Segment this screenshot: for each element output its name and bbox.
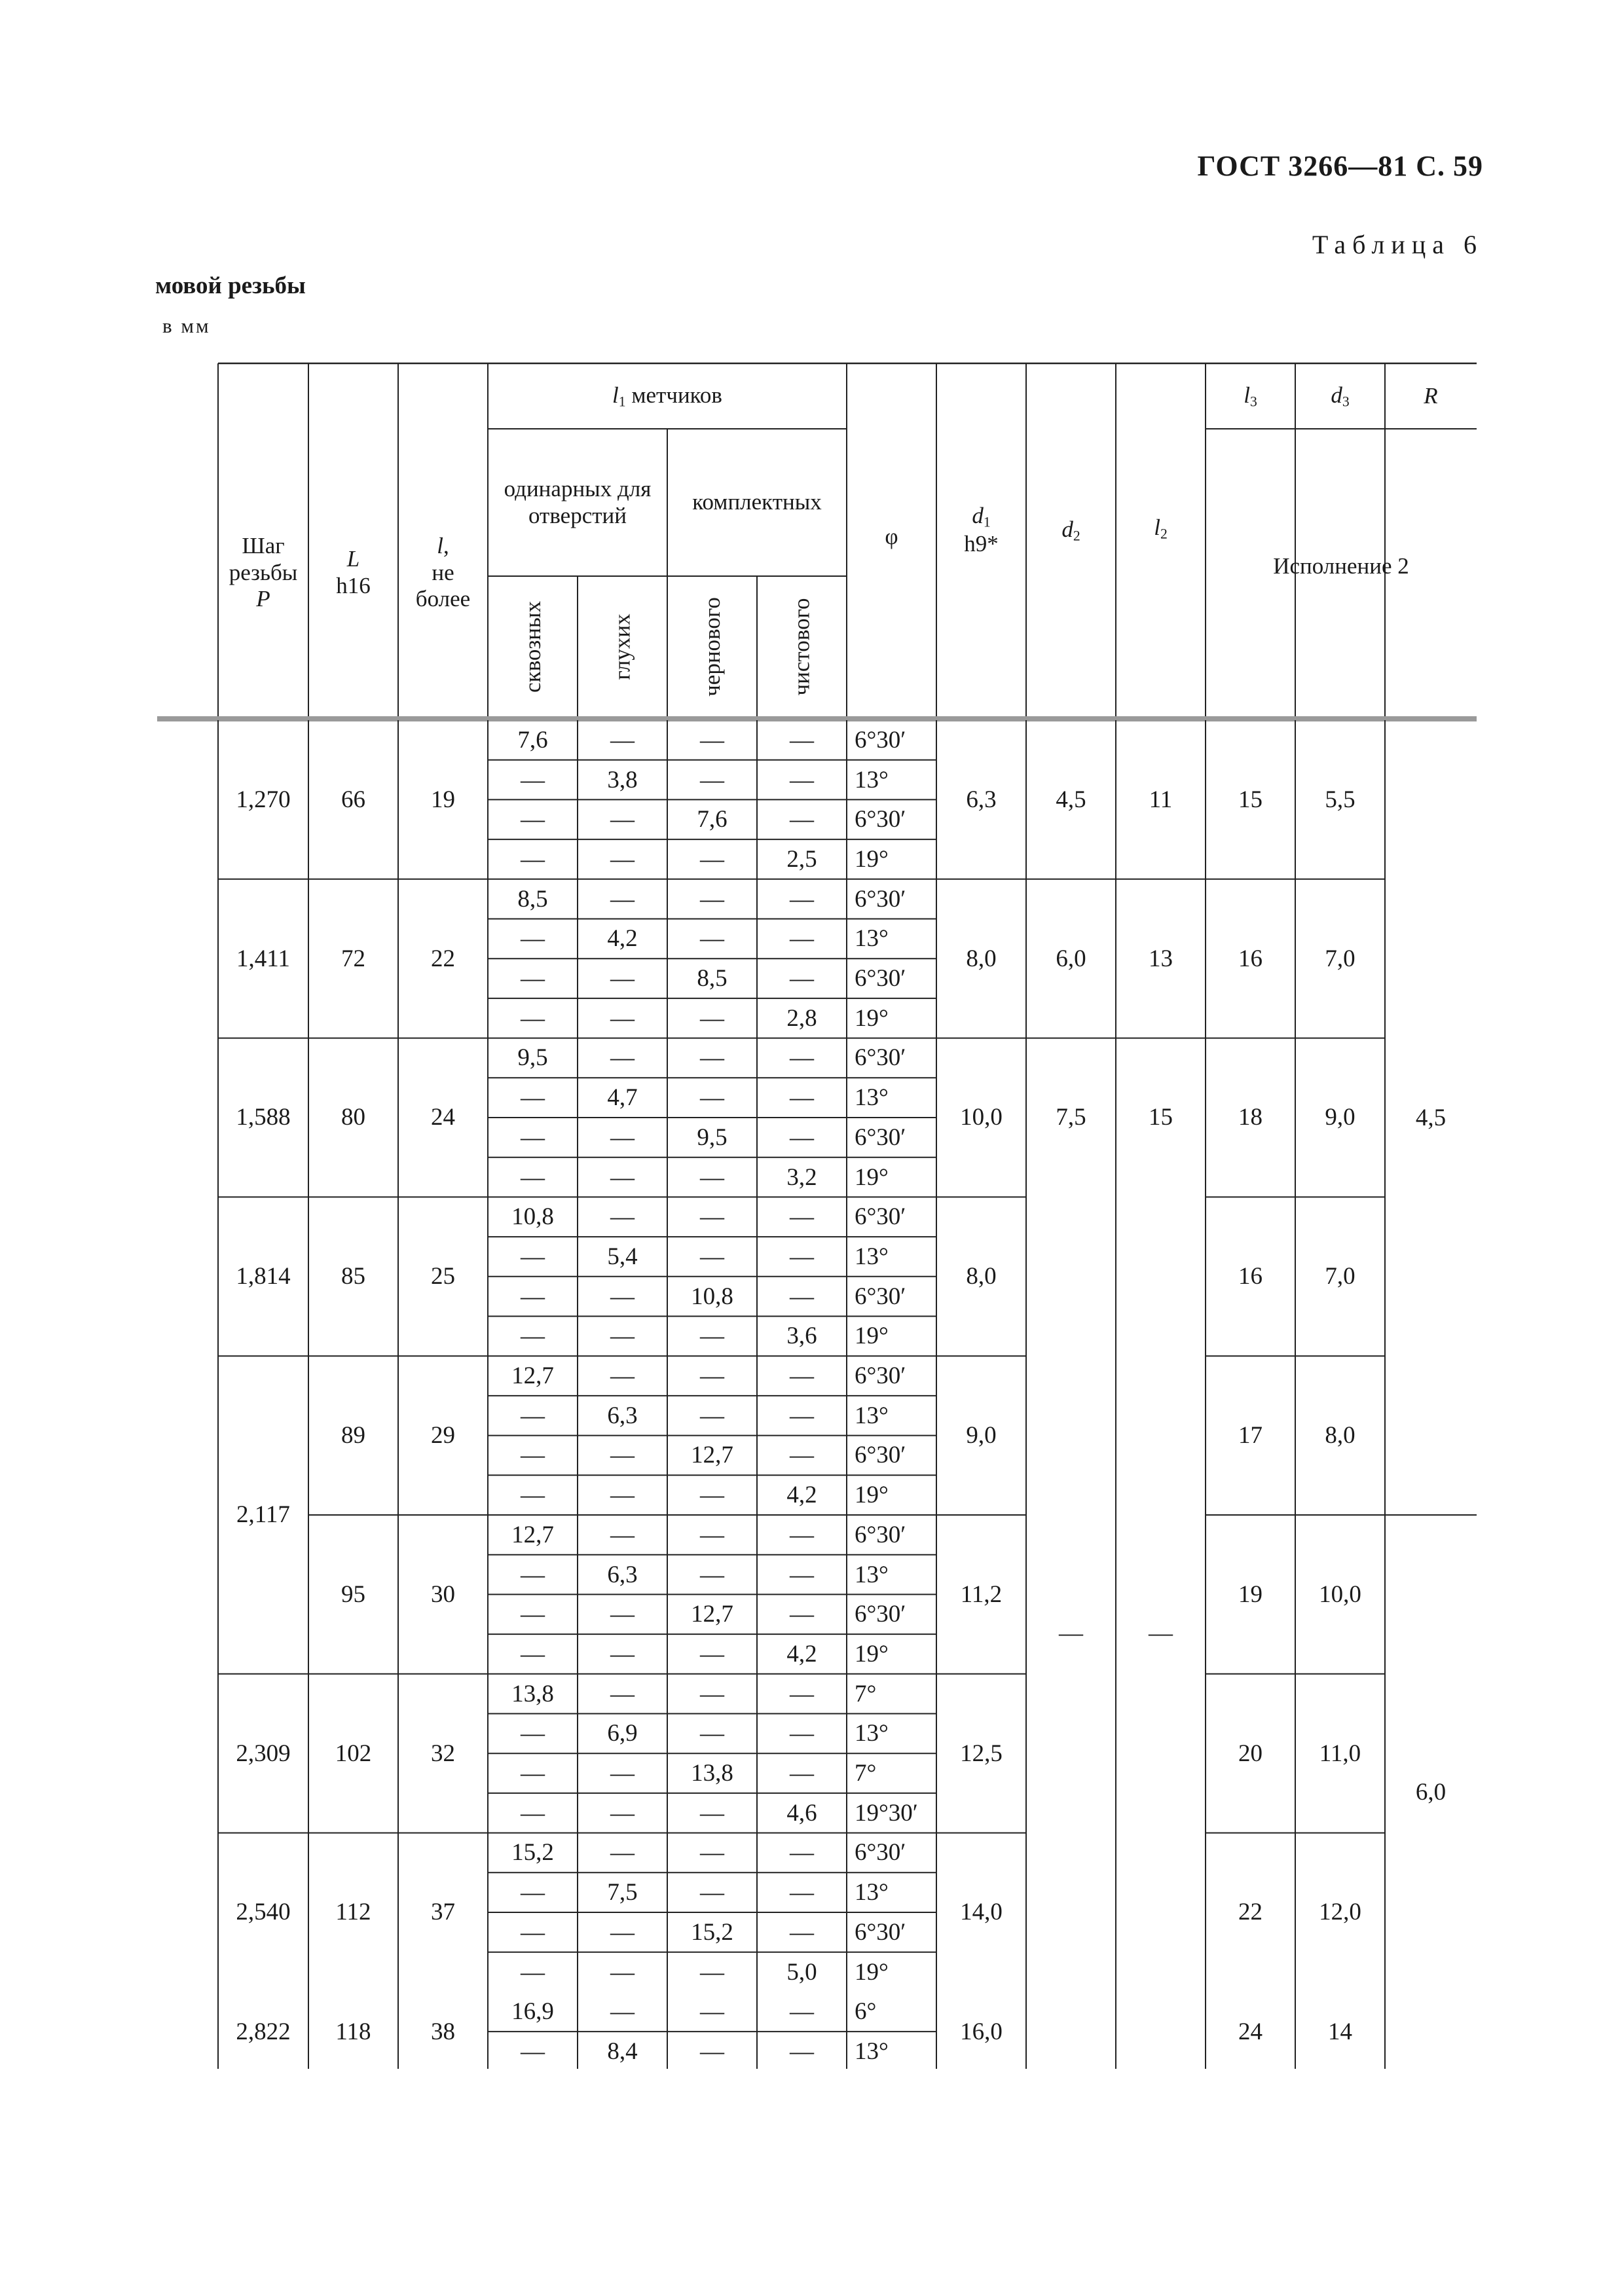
finish-value: —	[790, 1243, 814, 1270]
rough-value: —	[700, 1004, 724, 1032]
rough-value: —	[700, 925, 724, 953]
phi-value: 6°30′	[855, 1044, 906, 1072]
through-hole-value: —	[521, 1123, 545, 1151]
through-hole-value: 9,5	[517, 1044, 548, 1072]
finish-value: —	[790, 1203, 814, 1231]
finish-value: 5,0	[786, 1958, 817, 1986]
header-execution: Исполнение 2	[1273, 553, 1409, 579]
through-hole-value: —	[521, 845, 545, 873]
phi-value: 6°	[855, 1998, 877, 2026]
blind-hole-value: —	[610, 1998, 635, 2026]
finish-value: 3,6	[786, 1322, 817, 1350]
blind-hole-value: 4,7	[607, 1084, 638, 1112]
finish-value: —	[790, 1601, 814, 1628]
header-single: одинарных для отверстий	[504, 475, 652, 528]
rough-value: —	[700, 885, 724, 913]
finish-value: —	[790, 1362, 814, 1390]
blind-hole-value: —	[610, 1760, 635, 1787]
finish-value: —	[790, 1720, 814, 1747]
finish-value: 4,2	[786, 1640, 817, 1667]
L-value: 89	[341, 1422, 365, 1449]
l3-value: 20	[1238, 1740, 1263, 1767]
phi-value: 13°	[855, 1402, 889, 1429]
header-d3: $d_3$	[1331, 382, 1350, 410]
blind-hole-value: 3,8	[607, 766, 638, 793]
through-hole-value: —	[521, 1879, 545, 1906]
through-hole-value: —	[521, 2037, 545, 2065]
blind-hole-value: —	[610, 1004, 635, 1032]
finish-value: —	[790, 1084, 814, 1112]
phi-value: 19°	[855, 1482, 889, 1509]
d1-value: 8,0	[966, 945, 997, 972]
finish-value: —	[790, 1442, 814, 1469]
blind-hole-value: 7,5	[607, 1879, 638, 1906]
through-hole-value: —	[521, 925, 545, 953]
d3-value: 12,0	[1319, 1899, 1361, 1926]
phi-value: 6°30′	[855, 1601, 906, 1628]
rough-value: —	[700, 1482, 724, 1509]
rough-value: —	[700, 766, 724, 793]
blind-hole-value: —	[610, 1362, 635, 1390]
through-hole-value: —	[521, 1561, 545, 1588]
finish-value: —	[790, 1561, 814, 1588]
header-l1-taps: $l_1$ метчиков	[612, 382, 722, 410]
l-value: 29	[431, 1422, 455, 1449]
pitch-value: 1,411	[236, 945, 290, 972]
rough-value: —	[700, 1322, 724, 1350]
through-hole-value: 12,7	[511, 1521, 554, 1548]
through-hole-value: —	[521, 965, 545, 993]
finish-value: —	[790, 1680, 814, 1707]
units-label: в мм	[162, 314, 211, 337]
l3-value: 22	[1238, 1899, 1263, 1926]
blind-hole-value: —	[610, 885, 635, 913]
pitch-value: 1,270	[236, 786, 291, 813]
through-hole-value: —	[521, 1442, 545, 1469]
rough-value: —	[700, 1799, 724, 1827]
blind-hole-value: 6,9	[607, 1720, 638, 1747]
finish-value: 2,8	[786, 1004, 817, 1032]
L-value: 118	[335, 2018, 371, 2045]
l3-value: 15	[1238, 786, 1263, 813]
header-d1: $d_1$ h9*	[964, 503, 999, 556]
finish-value: 3,2	[786, 1163, 817, 1191]
l-value: 38	[431, 2018, 455, 2045]
d3-value: 9,0	[1325, 1104, 1355, 1131]
blind-hole-value: —	[610, 1044, 635, 1072]
blind-hole-value: —	[610, 1163, 635, 1191]
pitch-value: 1,588	[236, 1104, 291, 1131]
finish-value: —	[790, 1044, 814, 1072]
finish-value: —	[790, 806, 814, 833]
phi-value: 7°	[855, 1760, 877, 1787]
through-hole-value: —	[521, 1918, 545, 1946]
l-value: 32	[431, 1740, 455, 1767]
d1-value: 10,0	[960, 1104, 1003, 1131]
rough-value: 7,6	[697, 806, 728, 833]
finish-value: —	[790, 1402, 814, 1429]
rough-value: 10,8	[691, 1283, 733, 1310]
rough-value: 12,7	[691, 1442, 733, 1469]
pitch-value: 2,540	[236, 1899, 291, 1926]
L-value: 80	[341, 1104, 365, 1131]
rough-value: —	[700, 2037, 724, 2065]
phi-value: 6°30′	[855, 806, 906, 833]
blind-hole-value: —	[610, 845, 635, 873]
phi-value: 7°	[855, 1680, 877, 1707]
finish-value: —	[790, 965, 814, 993]
header-l: l, не более	[415, 533, 471, 612]
rough-value: —	[700, 845, 724, 873]
rough-value: —	[700, 1720, 724, 1747]
finish-value: 2,5	[786, 845, 817, 873]
rough-value: —	[700, 1958, 724, 1986]
R-value: 4,5	[1415, 1104, 1447, 1131]
phi-value: 6°30′	[855, 1203, 906, 1231]
l3-value: 17	[1238, 1422, 1263, 1449]
l3-value: 24	[1238, 2018, 1263, 2045]
rough-value: —	[700, 1680, 724, 1707]
through-hole-value: —	[521, 1482, 545, 1509]
d3-value: 8,0	[1325, 1422, 1355, 1449]
d1-value: 8,0	[966, 1263, 997, 1290]
phi-value: 13°	[855, 1084, 889, 1112]
d3-value: 14	[1328, 2018, 1352, 2045]
finish-value: —	[790, 925, 814, 953]
through-hole-value: —	[521, 766, 545, 793]
d2-value: 6,0	[1056, 945, 1086, 972]
pitch-value: 1,814	[236, 1263, 291, 1290]
L-value: 95	[341, 1580, 365, 1608]
rough-value: —	[700, 1203, 724, 1231]
d1-value: 12,5	[960, 1740, 1003, 1767]
phi-value: 19°30′	[855, 1799, 918, 1827]
phi-value: 6°30′	[855, 1521, 906, 1548]
d3-value: 7,0	[1325, 945, 1355, 972]
l-value: 19	[431, 786, 455, 813]
d2-value: —	[1059, 1619, 1083, 1647]
through-hole-value: —	[521, 1601, 545, 1628]
rough-value: 15,2	[691, 1918, 733, 1946]
L-value: 66	[341, 786, 365, 813]
finish-value: —	[790, 1283, 814, 1310]
L-value: 112	[335, 1899, 371, 1926]
finish-value: —	[790, 885, 814, 913]
blind-hole-value: 6,3	[607, 1402, 638, 1429]
finish-value: —	[790, 726, 814, 754]
blind-hole-value: —	[610, 1958, 635, 1986]
l2-value: 11	[1149, 786, 1173, 813]
blind-hole-value: —	[610, 1482, 635, 1509]
d3-value: 7,0	[1325, 1263, 1355, 1290]
l-value: 24	[431, 1104, 455, 1131]
blind-hole-value: —	[610, 726, 635, 754]
L-value: 72	[341, 945, 365, 972]
pitch-value: 2,309	[236, 1740, 291, 1767]
through-hole-value: —	[521, 1283, 545, 1310]
pitch-value: 2,822	[236, 2018, 291, 2045]
d2-value: 4,5	[1056, 786, 1086, 813]
header-rough: чернового	[699, 596, 725, 697]
phi-value: 6°30′	[855, 1362, 906, 1390]
phi-value: 13°	[855, 925, 889, 953]
phi-value: 13°	[855, 1720, 889, 1747]
blind-hole-value: 8,4	[607, 2037, 638, 2065]
phi-value: 6°30′	[855, 726, 906, 754]
phi-value: 13°	[855, 1879, 889, 1906]
phi-value: 6°30′	[855, 1283, 906, 1310]
header-phi: φ	[885, 523, 898, 549]
rough-value: 13,8	[691, 1760, 733, 1787]
d1-value: 11,2	[960, 1580, 1003, 1608]
finish-value: 4,6	[786, 1799, 817, 1827]
rough-value: —	[700, 1640, 724, 1667]
finish-value: —	[790, 1521, 814, 1548]
rough-value: —	[700, 1243, 724, 1270]
blind-hole-value: —	[610, 1203, 635, 1231]
rough-value: 9,5	[697, 1123, 728, 1151]
header-R: R	[1424, 382, 1438, 409]
table-label: Таблица 6	[1312, 230, 1483, 259]
through-hole-value: —	[521, 1640, 545, 1667]
phi-value: 13°	[855, 2037, 889, 2065]
blind-hole-value: —	[610, 1799, 635, 1827]
phi-value: 6°30′	[855, 1918, 906, 1946]
phi-value: 6°30′	[855, 885, 906, 913]
blind-hole-value: 4,2	[607, 925, 638, 953]
phi-value: 6°30′	[855, 965, 906, 993]
blind-hole-value: —	[610, 1918, 635, 1946]
rough-value: —	[700, 1521, 724, 1548]
through-hole-value: —	[521, 1084, 545, 1112]
d2-value: 7,5	[1056, 1104, 1086, 1131]
d1-value: 16,0	[960, 2018, 1003, 2045]
finish-value: —	[790, 1879, 814, 1906]
header-L: L h16	[336, 546, 371, 598]
rough-value: —	[700, 1561, 724, 1588]
through-hole-value: 16,9	[511, 1998, 554, 2026]
header-d2: $d_2$	[1061, 516, 1080, 544]
through-hole-value: —	[521, 1958, 545, 1986]
phi-value: 19°	[855, 1640, 889, 1667]
finish-value: —	[790, 2037, 814, 2065]
through-hole-value: —	[521, 1322, 545, 1350]
phi-value: 19°	[855, 845, 889, 873]
blind-hole-value: —	[610, 1283, 635, 1310]
through-hole-value: 10,8	[511, 1203, 554, 1231]
blind-hole-value: 5,4	[607, 1243, 638, 1270]
l-value: 25	[431, 1263, 455, 1290]
phi-value: 6°30′	[855, 1123, 906, 1151]
through-hole-value: 13,8	[511, 1680, 554, 1707]
phi-value: 6°30′	[855, 1442, 906, 1469]
through-hole-value: 7,6	[517, 726, 548, 754]
R-value: 6,0	[1415, 1778, 1447, 1806]
through-hole-value: —	[521, 806, 545, 833]
finish-value: —	[790, 1918, 814, 1946]
header-set: комплектных	[692, 489, 822, 515]
rough-value: —	[700, 1402, 724, 1429]
l2-value: 15	[1149, 1104, 1173, 1131]
l3-value: 19	[1238, 1580, 1263, 1608]
d1-value: 14,0	[960, 1899, 1003, 1926]
l2-value: —	[1149, 1619, 1173, 1647]
d1-value: 6,3	[966, 786, 997, 813]
blind-hole-value: —	[610, 1640, 635, 1667]
phi-value: 13°	[855, 1243, 889, 1270]
header-pitch: Шаг резьбы P	[229, 533, 298, 612]
finish-value: —	[790, 1123, 814, 1151]
through-hole-value: 8,5	[517, 885, 548, 913]
phi-value: 13°	[855, 766, 889, 793]
through-hole-value: —	[521, 1799, 545, 1827]
l-value: 22	[431, 945, 455, 972]
blind-hole-value: —	[610, 1601, 635, 1628]
rough-value: —	[700, 1998, 724, 2026]
d1-value: 9,0	[966, 1422, 997, 1449]
l3-value: 16	[1238, 945, 1263, 972]
rough-value: —	[700, 1879, 724, 1906]
blind-hole-value: —	[610, 1521, 635, 1548]
table-title: мовой резьбы	[155, 272, 306, 299]
blind-hole-value: 6,3	[607, 1561, 638, 1588]
blind-hole-value: —	[610, 1680, 635, 1707]
blind-hole-value: —	[610, 965, 635, 993]
rough-value: 12,7	[691, 1601, 733, 1628]
rough-value: —	[700, 1084, 724, 1112]
phi-value: 19°	[855, 1958, 889, 1986]
rough-value: —	[700, 1044, 724, 1072]
phi-value: 19°	[855, 1322, 889, 1350]
pitch-value: 2,117	[236, 1501, 290, 1529]
header-finish: чистового	[788, 598, 815, 695]
l-value: 30	[431, 1580, 455, 1608]
l2-value: 13	[1149, 945, 1173, 972]
l3-value: 16	[1238, 1263, 1263, 1290]
d3-value: 11,0	[1319, 1740, 1361, 1767]
finish-value: 4,2	[786, 1482, 817, 1509]
blind-hole-value: —	[610, 806, 635, 833]
header-l2: $l_2$	[1154, 515, 1168, 542]
blind-hole-value: —	[610, 1123, 635, 1151]
l-value: 37	[431, 1899, 455, 1926]
through-hole-value: —	[521, 1243, 545, 1270]
l3-value: 18	[1238, 1104, 1263, 1131]
blind-hole-value: —	[610, 1839, 635, 1867]
through-hole-value: 15,2	[511, 1839, 554, 1867]
rough-value: —	[700, 1362, 724, 1390]
through-hole-value: —	[521, 1720, 545, 1747]
finish-value: —	[790, 766, 814, 793]
through-hole-value: —	[521, 1004, 545, 1032]
L-value: 85	[341, 1263, 365, 1290]
through-hole-value: —	[521, 1163, 545, 1191]
L-value: 102	[335, 1740, 372, 1767]
through-hole-value: —	[521, 1760, 545, 1787]
finish-value: —	[790, 1760, 814, 1787]
phi-value: 19°	[855, 1163, 889, 1191]
phi-value: 19°	[855, 1004, 889, 1032]
phi-value: 13°	[855, 1561, 889, 1588]
header-blind: глухих	[609, 613, 635, 680]
finish-value: —	[790, 1839, 814, 1867]
through-hole-value: —	[521, 1402, 545, 1429]
finish-value: —	[790, 1998, 814, 2026]
rough-value: —	[700, 1163, 724, 1191]
blind-hole-value: —	[610, 1322, 635, 1350]
d3-value: 10,0	[1319, 1580, 1361, 1608]
rough-value: —	[700, 726, 724, 754]
phi-value: 6°30′	[855, 1839, 906, 1867]
blind-hole-value: —	[610, 1442, 635, 1469]
header-through: сквозных	[519, 600, 545, 693]
d3-value: 5,5	[1325, 786, 1355, 813]
rough-value: —	[700, 1839, 724, 1867]
header-l3: $l_3$	[1244, 382, 1257, 410]
rough-value: 8,5	[697, 965, 728, 993]
page-header: ГОСТ 3266—81 С. 59	[1197, 150, 1483, 182]
through-hole-value: 12,7	[511, 1362, 554, 1390]
